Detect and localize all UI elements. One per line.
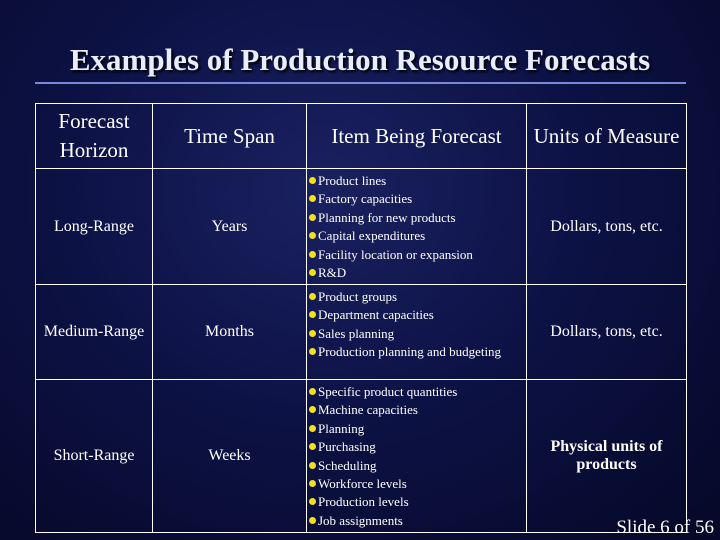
horizon-cell: Short-Range (36, 380, 153, 533)
bullet-icon (309, 251, 316, 258)
list-item: Product groups (309, 288, 524, 306)
list-item: Product lines (309, 172, 524, 190)
bullet-icon (309, 517, 316, 524)
list-item: Factory capacities (309, 190, 524, 208)
units-cell: Dollars, tons, etc. (527, 285, 687, 380)
header-units-of-measure: Units of Measure (527, 104, 687, 169)
units-cell: Physical units of products (527, 380, 687, 533)
header-time-span: Time Span (153, 104, 307, 169)
list-item: Production levels (309, 493, 524, 511)
list-item: Specific product quantities (309, 383, 524, 401)
bullet-icon (309, 232, 316, 239)
list-item: Sales planning (309, 325, 524, 343)
bullet-icon (309, 406, 316, 413)
list-item: Machine capacities (309, 401, 524, 419)
bullet-icon (309, 462, 316, 469)
horizon-cell: Long-Range (36, 169, 153, 285)
items-cell (307, 169, 527, 285)
time-span-cell: Months (153, 285, 307, 380)
bullet-icon (309, 330, 316, 337)
time-span-cell: Weeks (153, 380, 307, 533)
list-item: R&D (309, 264, 524, 282)
bullet-icon (309, 425, 316, 432)
units-cell: Dollars, tons, etc. (527, 169, 687, 285)
bullet-icon (309, 195, 316, 202)
header-forecast-horizon: Forecast Horizon (36, 104, 153, 169)
header-item-being-forecast: Item Being Forecast (307, 104, 527, 169)
list-item: Purchasing (309, 438, 524, 456)
list-item: Department capacities (309, 306, 524, 324)
horizon-cell: Medium-Range (36, 285, 153, 380)
table-row (36, 285, 687, 380)
bullet-icon (309, 269, 316, 276)
bullet-icon (309, 443, 316, 450)
time-span-cell: Years (153, 169, 307, 285)
bullet-icon (309, 480, 316, 487)
list-item: Planning for new products (309, 209, 524, 227)
list-item: Workforce levels (309, 475, 524, 493)
bullet-icon (309, 311, 316, 318)
bullet-icon (309, 388, 316, 395)
items-cell (307, 285, 527, 380)
list-item: Production planning and budgeting (309, 343, 524, 361)
slide-title: Examples of Production Resource Forecasts (69, 42, 651, 77)
table-row (36, 169, 687, 285)
list-item: Capital expenditures (309, 227, 524, 245)
forecast-table (35, 103, 687, 533)
bullet-icon (309, 348, 316, 355)
bullet-icon (309, 498, 316, 505)
list-item: Job assignments (309, 512, 524, 530)
bullet-icon (309, 214, 316, 221)
table-header-row (36, 104, 687, 169)
items-cell (307, 380, 527, 533)
slide-number: Slide 6 of 56 (616, 517, 714, 538)
list-item: Facility location or expansion (309, 246, 524, 264)
forecast-table-wrapper (35, 103, 686, 533)
bullet-icon (309, 293, 316, 300)
list-item: Scheduling (309, 457, 524, 475)
list-item: Planning (309, 420, 524, 438)
table-row (36, 380, 687, 533)
bullet-icon (309, 177, 316, 184)
title-divider (35, 82, 686, 84)
